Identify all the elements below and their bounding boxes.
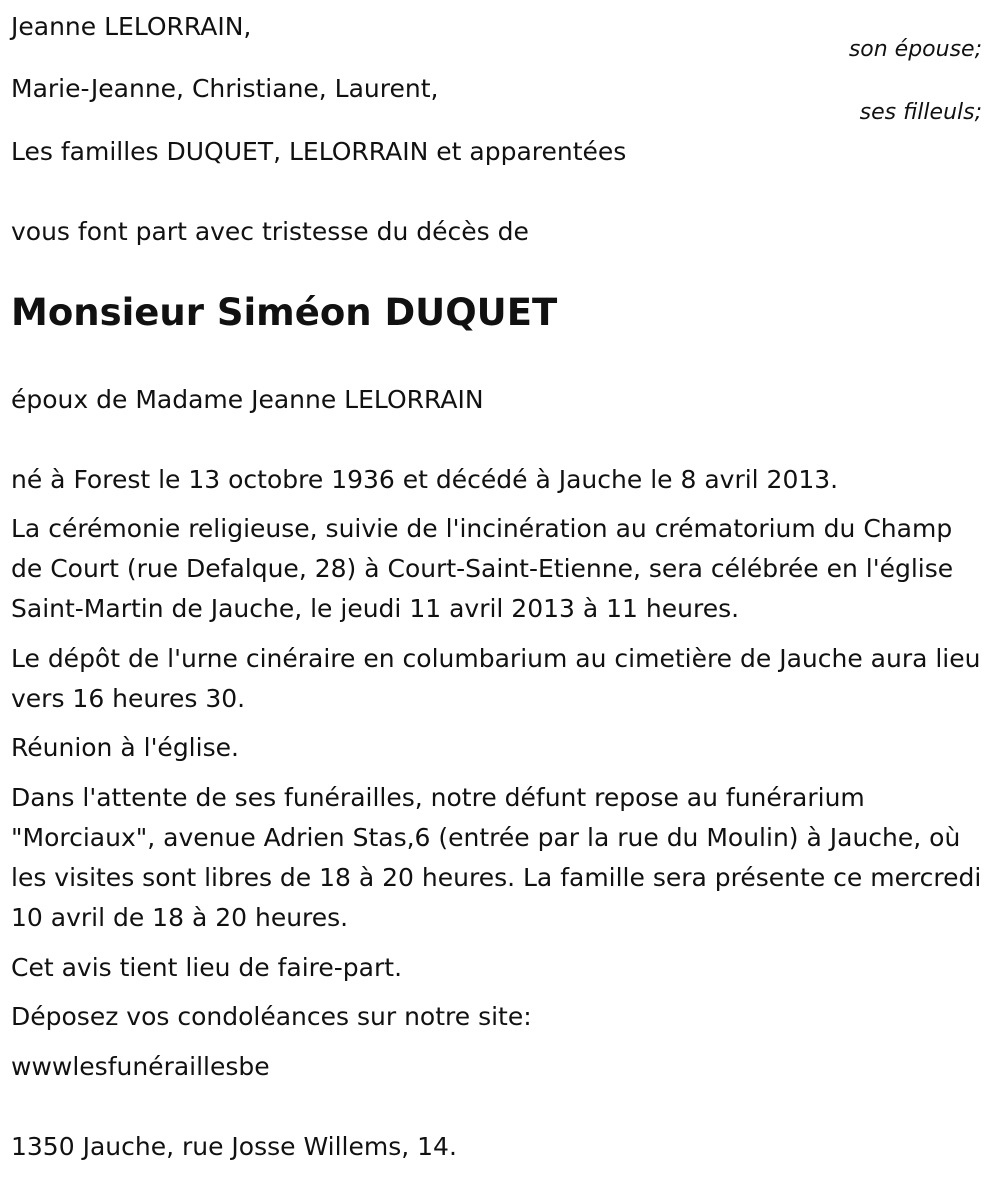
family-godchildren-names: Marie-Jeanne, Christiane, Laurent, bbox=[11, 74, 439, 103]
family-godchildren-role: ses filleuls; bbox=[859, 100, 982, 125]
deceased-name: Monsieur Siméon DUQUET bbox=[11, 291, 558, 334]
website-link[interactable]: wwwlesfunéraillesbe bbox=[11, 1052, 270, 1081]
obituary-notice bbox=[11, 0, 991, 1181]
funerarium-paragraph: Dans l'attente de ses funérailles, notre défunt repose au funérarium "Morciaux", avenue Adrien Stas,6 (entrée par la rue du Moulin) à Jauche, où les visites sont libres de 18 à 20 heures. La famille sera présente ce mercredi 10 avril de 18 à 20 heures. bbox=[11, 783, 982, 932]
family-spouse-role: son épouse; bbox=[848, 37, 982, 62]
announcement-intro: vous font part avec tristesse du décès de bbox=[11, 217, 529, 246]
family-relatives: Les familles DUQUET, LELORRAIN et apparentées bbox=[11, 137, 627, 166]
notice-paragraph: Cet avis tient lieu de faire-part. bbox=[11, 953, 403, 982]
condolences-paragraph: Déposez vos condoléances sur notre site: bbox=[11, 1002, 532, 1031]
ceremony-paragraph: La cérémonie religieuse, suivie de l'incinération au crématorium du Champ de Court (rue Defalque, 28) à Court-Saint-Etienne, sera célébrée en l'église Saint-Martin de Jauche, le jeudi 11 avril 2013 à 11 heures. bbox=[11, 514, 954, 623]
family-spouse-name: Jeanne LELORRAIN, bbox=[11, 12, 252, 41]
birth-death-paragraph: né à Forest le 13 octobre 1936 et décédé à Jauche le 8 avril 2013. bbox=[11, 465, 839, 494]
address: 1350 Jauche, rue Josse Willems, 14. bbox=[11, 1132, 457, 1161]
spouse-line: époux de Madame Jeanne LELORRAIN bbox=[11, 385, 484, 414]
meeting-paragraph: Réunion à l'église. bbox=[11, 733, 239, 762]
urn-paragraph: Le dépôt de l'urne cinéraire en columbarium au cimetière de Jauche aura lieu vers 16 heures 30. bbox=[11, 644, 981, 713]
